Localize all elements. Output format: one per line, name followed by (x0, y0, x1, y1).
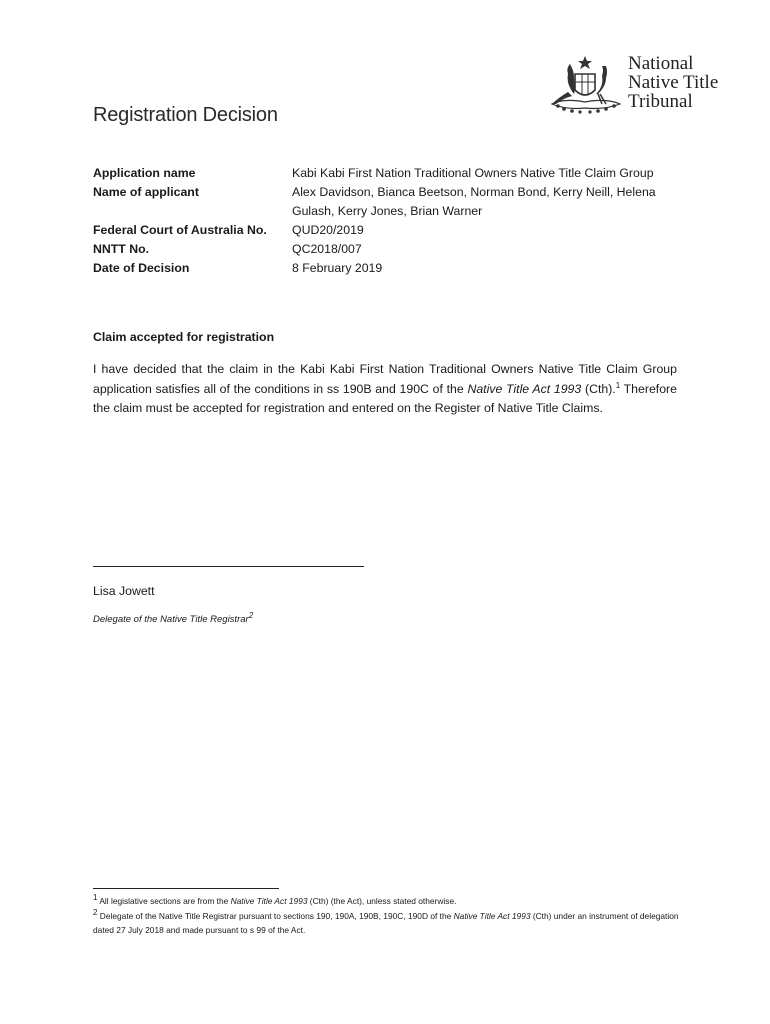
logo-line: Native Title (628, 72, 719, 93)
footnote-text: Delegate of the Native Title Registrar pursuant to sections 190, 190A, 190B, 190C, 190D of the (99, 910, 454, 921)
detail-value: QUD20/2019 (292, 223, 364, 237)
act-name: Native Title Act 1993 (230, 896, 308, 906)
footnote (93, 894, 683, 909)
act-name: Native Title Act 1993 (453, 910, 531, 921)
detail-value: QC2018/007 (292, 242, 362, 256)
detail-label: Date of Decision (93, 261, 190, 275)
footnote-ref[interactable]: 1 (615, 380, 621, 390)
signature-line (93, 566, 364, 567)
decision-text: I have decided that the claim in the Kabi Kabi First Nation Traditional Owners Native Title Claim Group application satisfies all of the conditions in ss 190B and 190C of the (93, 362, 677, 396)
act-name: Native Title Act 1993 (467, 381, 582, 396)
signatory-name: Lisa Jowett (93, 584, 155, 598)
decision-text: (Cth). (581, 381, 616, 396)
footnote (93, 909, 683, 938)
page-title: Registration Decision (93, 104, 278, 126)
detail-row (93, 259, 693, 278)
footnotes (93, 894, 683, 938)
role-text: Delegate of the Native Title Registrar (93, 614, 249, 625)
footnote-text: All legislative sections are from the (99, 896, 231, 906)
footnote-ref[interactable]: 2 (248, 610, 254, 620)
detail-label: Name of applicant (93, 185, 199, 199)
detail-row (93, 240, 693, 259)
detail-row (93, 183, 693, 221)
logo-line: Tribunal (628, 91, 693, 112)
detail-label: NNTT No. (93, 242, 150, 256)
footnote-number: 2 (93, 907, 98, 917)
nntt-logo (544, 54, 744, 116)
detail-value: 8 February 2019 (292, 261, 383, 275)
footnote-number: 1 (93, 893, 98, 903)
decision-text: Therefore the claim must be accepted for registration and entered on the Register of Native Title Claims. (93, 381, 677, 415)
detail-label: Application name (93, 166, 196, 180)
application-details (93, 164, 693, 278)
decision-paragraph (93, 360, 677, 419)
detail-value: Alex Davidson, Bianca Beetson, Norman Bond, Kerry Neill, Helena Gulash, Kerry Jones, Brian Warner (292, 185, 656, 218)
footnote-text: (Cth) under an instrument of delegation dated 27 July 2018 and made pursuant to s 99 of the Act. (93, 910, 679, 935)
detail-row (93, 221, 693, 240)
detail-row (93, 164, 693, 183)
logo-line: National (628, 53, 694, 74)
signatory-role (93, 610, 254, 625)
detail-label: Federal Court of Australia No. (93, 223, 267, 237)
logo-wordmark (628, 54, 718, 111)
footnote-text: (Cth) (the Act), unless stated otherwise. (307, 896, 457, 906)
section-heading: Claim accepted for registration (93, 330, 275, 344)
coat-of-arms-icon (544, 54, 626, 116)
footnote-divider (93, 888, 279, 889)
detail-value: Kabi Kabi First Nation Traditional Owners Native Title Claim Group (292, 166, 654, 180)
